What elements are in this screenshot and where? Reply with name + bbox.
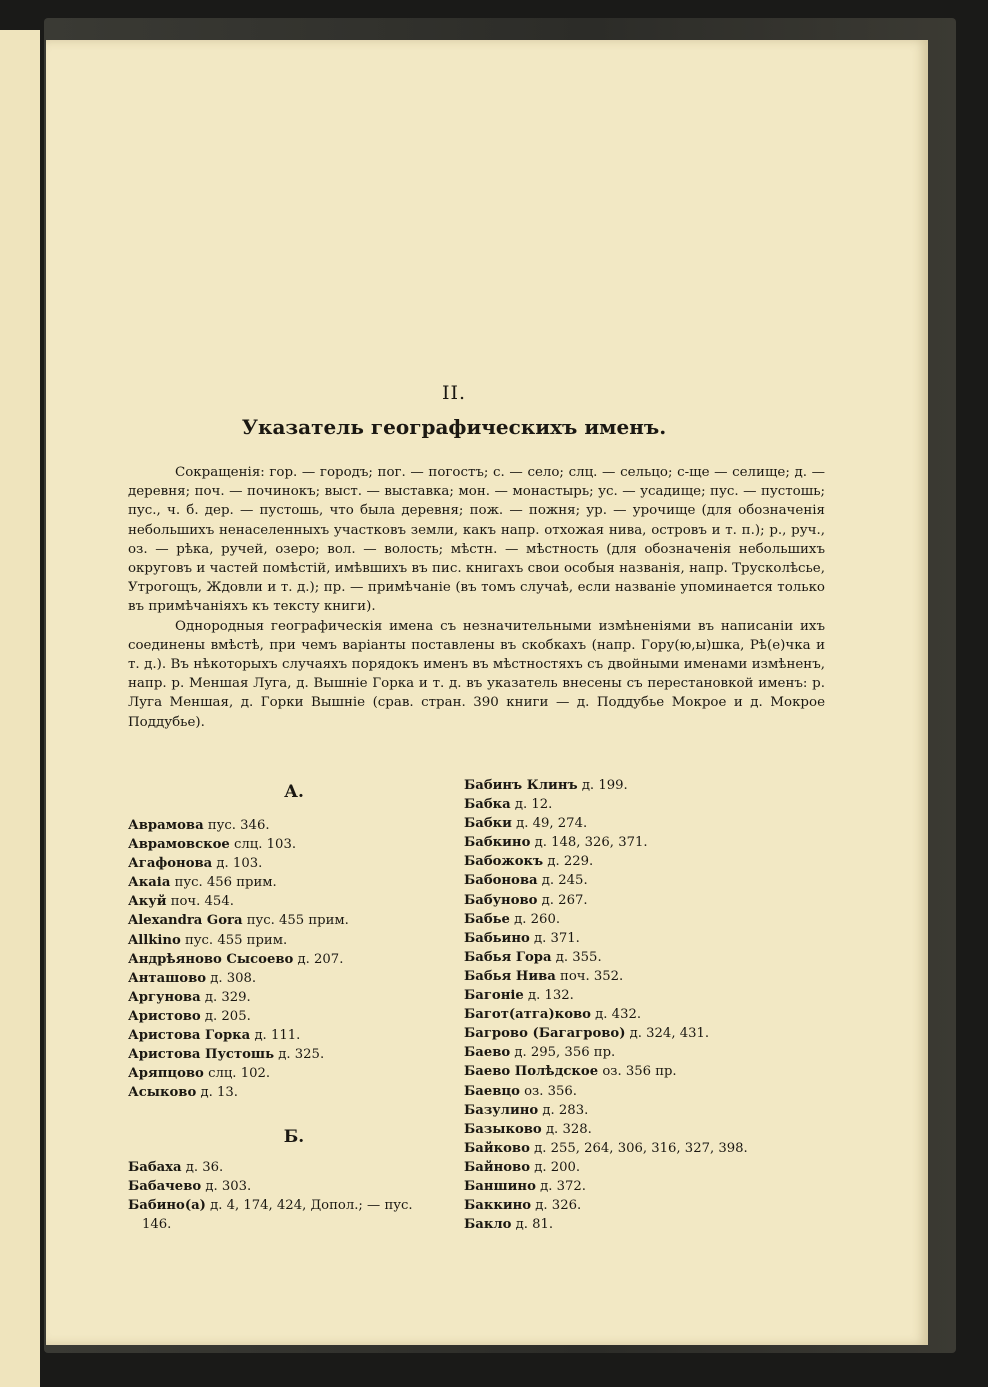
entry-name: Байново <box>464 1159 531 1175</box>
entry-ref: д. 283. <box>542 1102 589 1118</box>
variants-paragraph: Однородныя географическія имена съ незначительными измѣненіями въ написаніи ихъ соединены вмѣстѣ, при чемъ варіанты поставлены въ скобкахъ (напр. Гору(ю,ы)шка, Рѣ(е)чка и т. д.). Въ нѣкоторыхъ случаяхъ порядокъ именъ въ мѣстностяхъ съ двойными именами измѣненъ, напр. р. Меншая Луга, д. Вышніе Горка и т. д. въ указатель внесены съ перестановкой именъ: р. Луга Меншая, д. Горки Вышніе (срав. стран. 390 книги — д. Поддубье Мокрое и д. Мокрое Поддубье). <box>128 618 825 730</box>
entry-ref: д. 325. <box>278 1047 325 1063</box>
entry-name: Баншино <box>464 1178 536 1194</box>
entry-ref: д. 36. <box>185 1160 224 1175</box>
index-entry <box>128 1045 458 1064</box>
entry-name: Баево Полѣдское <box>464 1064 599 1080</box>
entry-name: Бабуново <box>464 892 538 908</box>
index-entry <box>128 911 458 930</box>
index-entry <box>464 776 824 795</box>
entry-name: Багоніе <box>464 988 524 1004</box>
index-entry <box>128 969 458 988</box>
entry-ref: д. 245. <box>541 873 588 889</box>
entry-ref: д. 371. <box>534 930 580 946</box>
index-entry <box>464 948 824 967</box>
index-column-b-left <box>128 1158 438 1234</box>
entry-name: Бабкино <box>464 835 531 851</box>
entry-name: Бабья Гора <box>464 949 552 965</box>
entry-name: Баево <box>464 1045 511 1061</box>
index-entry <box>464 967 824 986</box>
entry-name: Акаіа <box>128 875 171 891</box>
index-entry <box>464 1082 824 1101</box>
entry-name: Бабонова <box>464 873 538 889</box>
entry-ref: д. 132. <box>527 988 574 1004</box>
entry-name: Аряпцово <box>128 1066 204 1082</box>
entry-ref: пус. 455 прим. <box>185 932 288 948</box>
index-entry <box>128 931 458 950</box>
entry-name: Базулино <box>464 1102 539 1118</box>
entry-ref: д. 267. <box>541 892 588 908</box>
entry-name: Акуй <box>128 894 167 910</box>
index-entry <box>464 1005 824 1024</box>
index-entry <box>128 1007 458 1026</box>
index-entry <box>464 814 824 833</box>
index-entry <box>464 1101 824 1120</box>
entry-name: Агафонова <box>128 856 213 872</box>
index-entry <box>128 1026 458 1045</box>
index-entry <box>464 891 824 910</box>
entry-ref: д. 199. <box>581 778 628 793</box>
entry-ref: поч. 454. <box>170 894 234 910</box>
entry-ref: д. 111. <box>254 1028 301 1044</box>
entry-ref: д. 81. <box>515 1217 554 1233</box>
entry-ref: поч. 352. <box>560 968 624 984</box>
entry-name: Бабожокъ <box>464 854 544 870</box>
entry-ref: д. 205. <box>204 1008 251 1024</box>
entry-ref: оз. 356. <box>524 1083 577 1099</box>
entry-ref: д. 328. <box>545 1121 592 1137</box>
entry-name: Аристова Пустошь <box>128 1047 275 1063</box>
section-number: II. <box>441 382 467 404</box>
entry-ref: д. 324, 431. <box>629 1026 710 1042</box>
entry-name: Allkino <box>128 932 181 948</box>
index-entry <box>464 1062 824 1081</box>
index-entry <box>464 852 824 871</box>
entry-ref: пус. 455 прим. <box>246 913 349 929</box>
entry-name: Бабки <box>464 816 512 832</box>
index-entry <box>464 929 824 948</box>
entry-name: Бабья Нива <box>464 968 556 984</box>
left-page-edge <box>0 30 40 1387</box>
entry-name: Аргунова <box>128 989 201 1005</box>
entry-ref: д. 200. <box>534 1159 581 1175</box>
entry-name: Бабачево <box>128 1179 202 1195</box>
entry-ref: пус. 456 прим. <box>174 875 277 891</box>
entry-ref: пус. 346. <box>207 818 270 833</box>
entry-name: Байково <box>464 1140 530 1156</box>
index-entry <box>128 873 458 892</box>
index-entry <box>464 910 824 929</box>
index-entry <box>128 854 458 873</box>
entry-name: Аристово <box>128 1008 201 1024</box>
entry-ref: слц. 103. <box>234 837 297 853</box>
entry-ref: д. 295, 356 пр. <box>514 1045 616 1061</box>
entry-ref: д. 260. <box>514 911 561 927</box>
index-entry <box>464 833 824 852</box>
section-letter-a: А. <box>284 782 304 802</box>
abbreviations-paragraph: Сокращенія: гор. — городъ; пог. — погостъ; с. — село; слц. — сельцо; с-ще — селище; д. — деревня; поч. — починокъ; выст. — выставка; мон. — монастырь; ус. — усадище; пус. — пустошь; пус., ч. б. дер. — пустошь, что была деревня; пож. — пожня; ур. — урочище (для обозначенія небольшихъ ненаселенныхъ участковъ земли, какъ напр. отхожая нива, островъ и т. п.); р., руч., оз. — рѣка, ручей, озеро; вол. — волость; мѣстн. — мѣстность (для обозначенія небольшихъ округовъ и частей помѣстій, имѣвшихъ въ пис. книгахъ свои особыя названія, напр. Трусколѣсье, Утрогощъ, Ждовли и т. д.); пр. — примѣчаніе (въ томъ случаѣ, если названіе упоминается только въ примѣчаніяхъ къ тексту книги). <box>128 465 825 615</box>
entry-name: Базыково <box>464 1121 542 1137</box>
entry-name: Бабьино <box>464 930 530 946</box>
index-entry <box>464 795 824 814</box>
index-entry <box>464 1043 824 1062</box>
entry-ref: д. 13. <box>200 1085 238 1101</box>
index-entry <box>464 871 824 890</box>
entry-ref: д. 303. <box>205 1179 252 1195</box>
index-entry <box>128 892 458 911</box>
entry-name: Alexandra Gora <box>128 913 243 929</box>
index-entry <box>128 816 458 835</box>
index-entry <box>464 1139 824 1158</box>
index-entry <box>464 1024 824 1043</box>
entry-ref: д. 229. <box>547 854 594 870</box>
index-entry <box>128 1083 458 1102</box>
entry-name: Баккино <box>464 1198 532 1214</box>
entry-name: Багрово (Багагрово) <box>464 1026 626 1042</box>
entry-ref: д. 103. <box>216 856 263 872</box>
index-column-b-right <box>464 776 824 1234</box>
entry-ref: д. 326. <box>535 1198 582 1214</box>
section-letter-b: Б. <box>283 1127 305 1147</box>
entry-ref: д. 432. <box>595 1007 642 1023</box>
index-entry <box>128 1158 438 1177</box>
entry-name: Бабье <box>464 911 510 927</box>
index-entry <box>464 1215 824 1234</box>
entry-ref: д. 207. <box>297 951 344 967</box>
entry-ref: д. 308. <box>210 970 257 986</box>
entry-name: Багот(атга)ково <box>464 1007 591 1023</box>
entry-name: Андрѣяново Сысоево <box>128 951 294 967</box>
index-entry <box>128 1196 438 1234</box>
entry-name: Бабинъ Клинъ <box>464 778 578 793</box>
index-entry <box>464 1158 824 1177</box>
entry-name: Анташово <box>128 970 207 986</box>
entry-name: Бакло <box>464 1217 512 1233</box>
index-entry <box>128 1064 458 1083</box>
entry-ref: д. 372. <box>540 1178 586 1194</box>
entry-name: Бабка <box>464 797 511 813</box>
entry-name: Аристова Горка <box>128 1028 251 1044</box>
entry-name: Баевцо <box>464 1083 520 1099</box>
entry-name: Бабаха <box>128 1160 182 1175</box>
intro-text <box>128 463 825 732</box>
index-entry <box>128 1177 438 1196</box>
entry-ref: д. 329. <box>204 989 251 1005</box>
entry-name: Аврамовское <box>128 837 230 853</box>
entry-name: Асыково <box>128 1085 197 1101</box>
entry-ref: д. 255, 264, 306, 316, 327, 398. <box>534 1140 748 1156</box>
index-entry <box>464 1177 824 1196</box>
index-entry <box>128 835 458 854</box>
index-entry <box>464 1196 824 1215</box>
index-entry <box>128 988 458 1007</box>
entry-ref: д. 12. <box>514 797 553 813</box>
page-title: Указатель географическихъ именъ. <box>241 415 667 439</box>
entry-ref: слц. 102. <box>208 1066 271 1082</box>
index-column-a <box>128 816 458 1102</box>
entry-ref: д. 148, 326, 371. <box>534 835 648 851</box>
index-entry <box>464 1120 824 1139</box>
entry-name: Бабино(а) <box>128 1198 206 1214</box>
book-page <box>46 40 928 1345</box>
index-entry <box>464 986 824 1005</box>
entry-ref: д. 355. <box>555 949 602 965</box>
entry-name: Аврамова <box>128 818 204 833</box>
entry-ref: д. 4, 174, 424, Допол.; — пус. 146. <box>142 1198 413 1233</box>
index-entry <box>128 950 458 969</box>
entry-ref: оз. 356 пр. <box>602 1064 677 1080</box>
entry-ref: д. 49, 274. <box>516 816 588 832</box>
